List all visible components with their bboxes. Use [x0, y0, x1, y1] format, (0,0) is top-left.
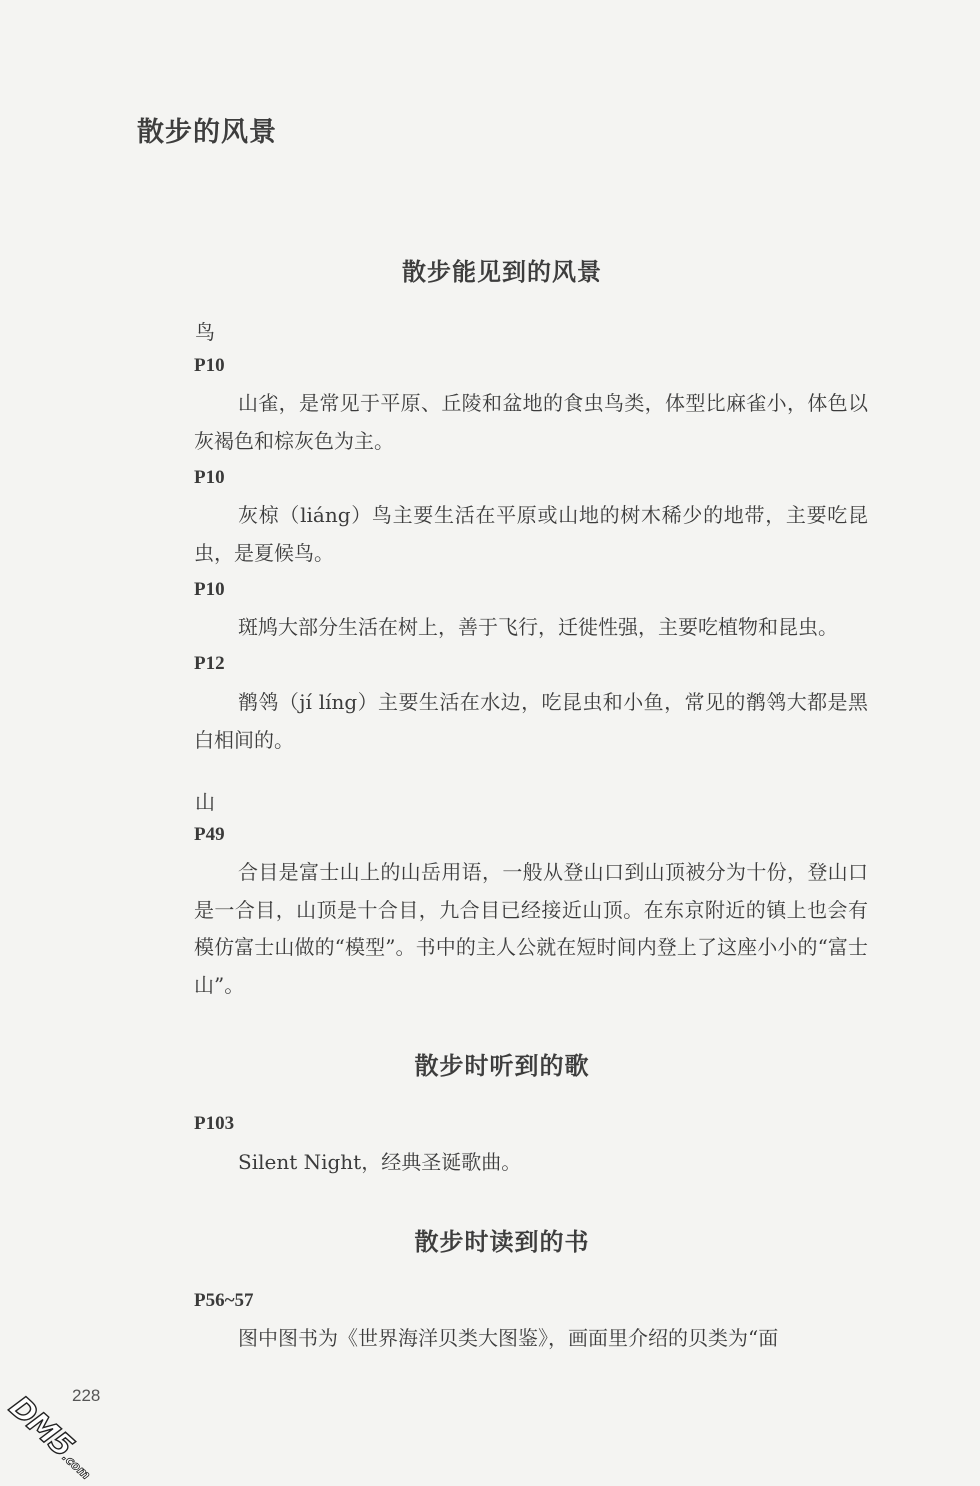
page-ref-mountain: P49 — [194, 824, 225, 845]
entry-dove: 斑鸠大部分生活在树上，善于飞行，迁徙性强，主要吃植物和昆虫。 — [238, 615, 838, 639]
category-mountain: 山 — [195, 790, 215, 814]
page-number: 228 — [72, 1386, 101, 1405]
page-ref-tit: P10 — [194, 355, 225, 376]
entry-book: 图中图书为《世界海洋贝类大图鉴》，画面里介绍的贝类为“面 — [238, 1326, 779, 1350]
section-heading-songs: 散步时听到的歌 — [414, 1052, 590, 1080]
entry-wagtail: 鹡鸰（jí líng）主要生活在水边，吃昆虫和小鱼，常见的鹡鸰大都是黑白相间的。 — [194, 690, 868, 752]
entry-mountain: 合目是富士山上的山岳用语，一般从登山口到山顶被分为十份，登山口是一合目，山顶是十合目，九合目已经接近山顶。在东京附近的镇上也会有模仿富士山做的“模型”。书中的主人公就在短时间内登上了这座小小的“富士山”。 — [194, 860, 868, 997]
section-heading-books: 散步时读到的书 — [414, 1228, 590, 1256]
page-ref-song: P103 — [194, 1113, 235, 1134]
entry-starling: 灰椋（liáng）鸟主要生活在平原或山地的树木稀少的地带，主要吃昆虫，是夏候鸟。 — [194, 503, 868, 565]
page-ref-wagtail: P12 — [194, 653, 225, 674]
entry-tit: 山雀，是常见于平原、丘陵和盆地的食虫鸟类，体型比麻雀小，体色以灰褐色和棕灰色为主。 — [194, 391, 868, 453]
watermark-suffix: .com — [59, 1449, 94, 1483]
page-ref-starling: P10 — [194, 467, 225, 488]
watermark-main: DM5 — [2, 1389, 80, 1465]
entry-song: Silent Night，经典圣诞歌曲。 — [238, 1150, 522, 1174]
page-ref-book: P56~57 — [194, 1290, 254, 1311]
page-ref-dove: P10 — [194, 579, 225, 600]
page-title: 散步的风景 — [137, 117, 277, 148]
section-heading-scenery: 散步能见到的风景 — [402, 258, 602, 286]
category-birds: 鸟 — [195, 320, 215, 344]
